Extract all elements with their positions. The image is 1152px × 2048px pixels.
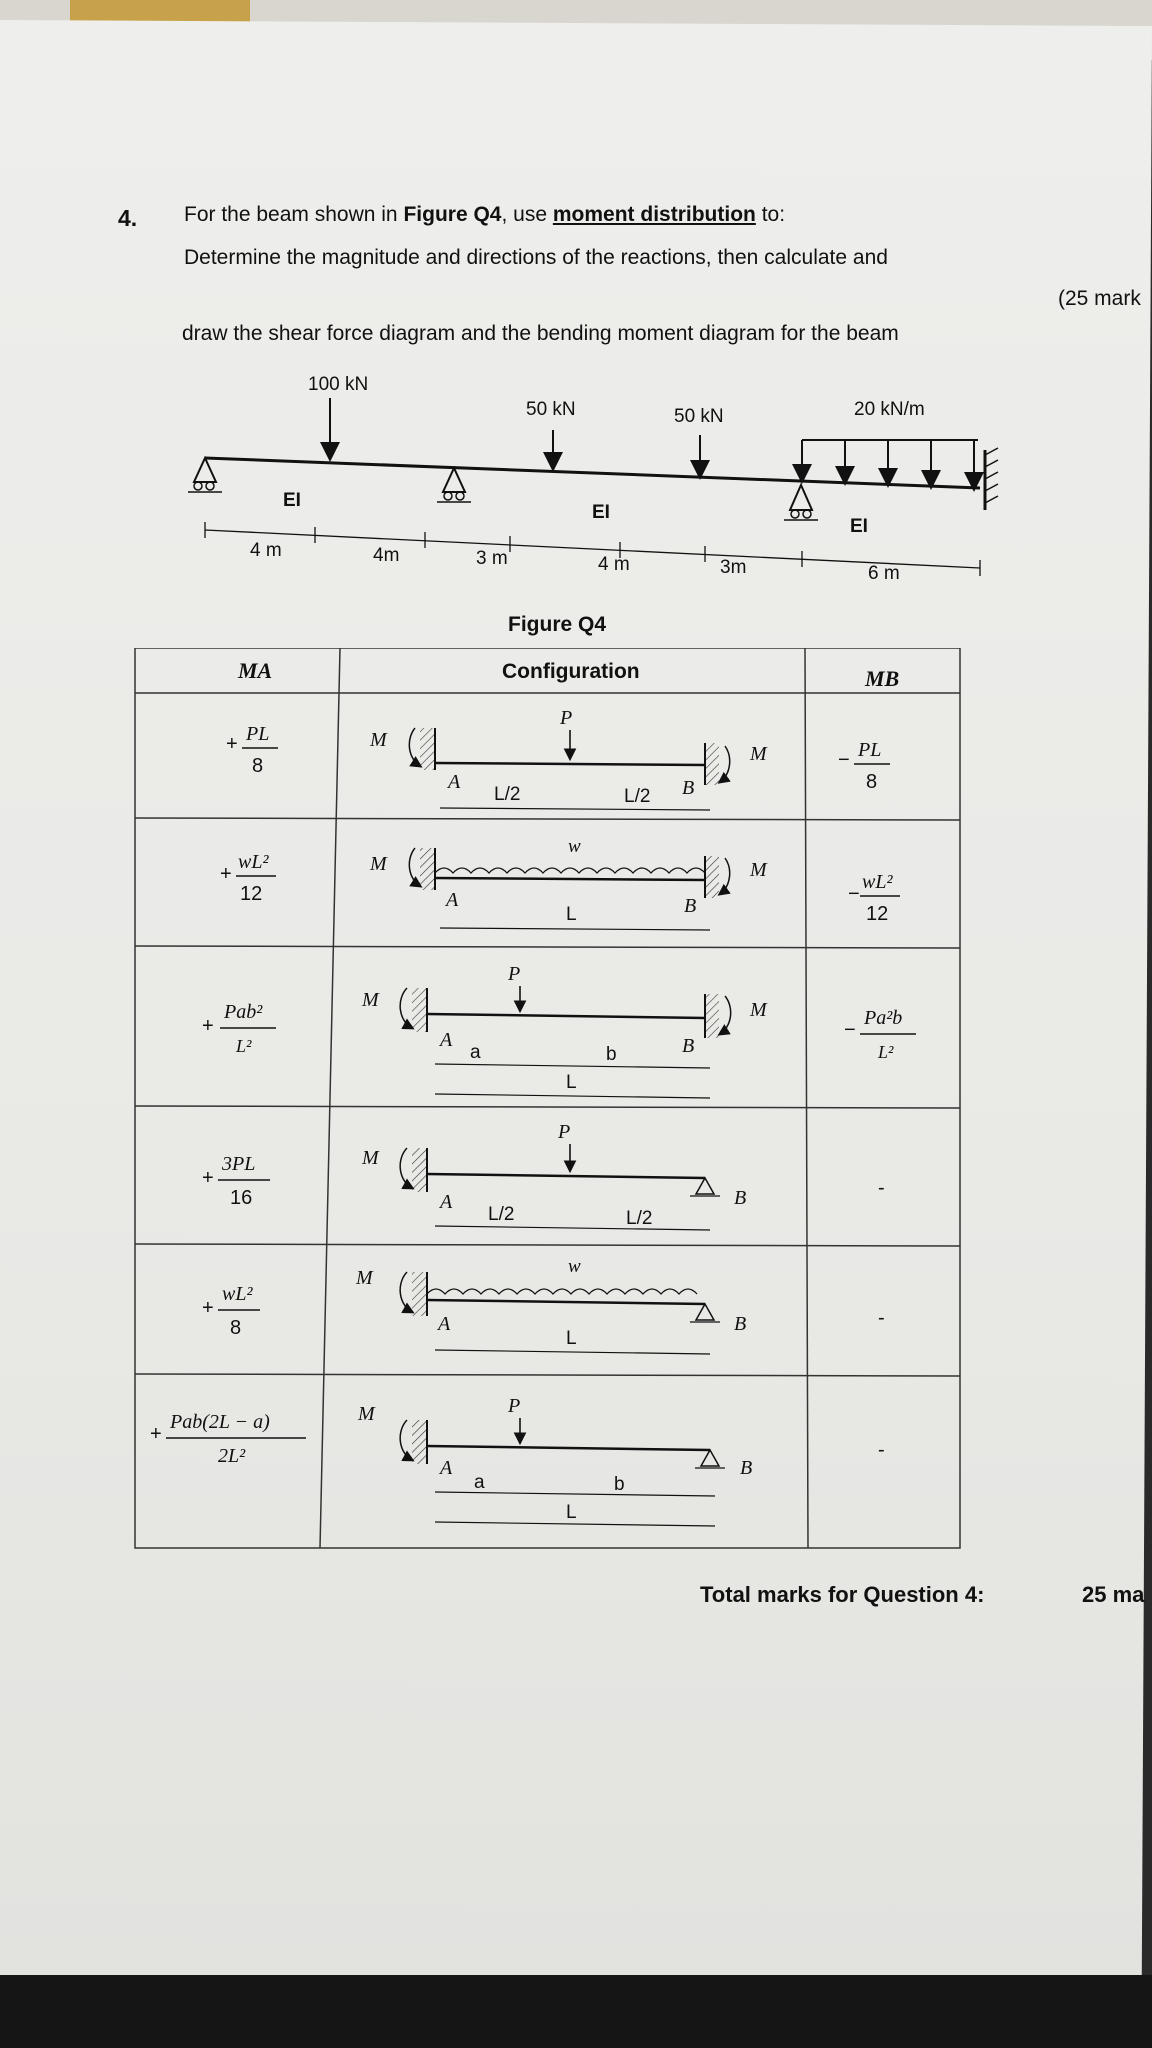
ei-label-2: EI <box>592 502 610 523</box>
marks-label: (25 mark <box>1058 287 1141 310</box>
span-5: 3m <box>720 557 747 578</box>
load-label-udl: 20 kN/m <box>854 399 925 420</box>
figure-caption: Figure Q4 <box>508 613 607 636</box>
svg-text:B: B <box>734 1313 747 1335</box>
svg-text:B: B <box>682 777 695 799</box>
svg-text:M: M <box>362 989 379 1011</box>
svg-text:-: - <box>878 1439 885 1461</box>
svg-text:M: M <box>370 729 387 751</box>
roller-support-right <box>784 485 818 520</box>
svg-text:a: a <box>474 1472 485 1493</box>
fixed-end-moment-table <box>130 648 970 1558</box>
svg-text:+: + <box>202 1015 214 1037</box>
svg-text:Pab(2L − a): Pab(2L − a) <box>170 1411 270 1433</box>
svg-text:M: M <box>356 1267 373 1289</box>
svg-text:a: a <box>470 1042 481 1063</box>
load-label-100kn: 100 kN <box>308 374 369 395</box>
span-2: 4m <box>373 545 400 566</box>
svg-text:2L²: 2L² <box>218 1445 246 1467</box>
svg-text:M: M <box>750 999 767 1021</box>
table-row <box>202 1256 885 1354</box>
header-configuration: Configuration <box>502 660 640 683</box>
table-row <box>202 963 916 1098</box>
svg-text:12: 12 <box>866 903 889 925</box>
question-number: 4. <box>118 205 138 231</box>
svg-text:Pab²: Pab² <box>224 1001 263 1023</box>
svg-text:L: L <box>566 1502 577 1523</box>
svg-text:L/2: L/2 <box>624 786 651 807</box>
svg-text:L: L <box>566 1072 577 1093</box>
roller-support-left <box>188 458 222 492</box>
svg-text:L/2: L/2 <box>488 1204 515 1225</box>
svg-text:8: 8 <box>866 771 878 793</box>
fixed-wall <box>985 448 998 510</box>
svg-text:−: − <box>848 883 860 905</box>
svg-text:-: - <box>878 1307 885 1329</box>
svg-text:A: A <box>448 771 461 793</box>
svg-text:b: b <box>614 1474 625 1495</box>
svg-text:A: A <box>438 1313 451 1335</box>
beam-figure <box>180 370 1010 590</box>
question-line-3-text: draw the shear force diagram and the bending moment diagram for the beam <box>182 322 899 345</box>
svg-text:B: B <box>734 1187 747 1209</box>
svg-text:wL²: wL² <box>238 851 269 873</box>
svg-text:b: b <box>606 1044 617 1065</box>
table-row <box>226 707 890 810</box>
table-row <box>150 1395 885 1526</box>
svg-text:-: - <box>878 1177 885 1199</box>
span-6: 6 m <box>868 563 900 584</box>
svg-text:12: 12 <box>240 883 263 905</box>
ei-label-1: EI <box>283 490 301 511</box>
span-3: 3 m <box>476 548 508 569</box>
svg-text:PL: PL <box>246 723 270 745</box>
svg-text:M: M <box>750 859 767 881</box>
svg-text:B: B <box>684 895 697 917</box>
header-ma: MA <box>238 658 273 683</box>
span-4: 4 m <box>598 554 630 575</box>
svg-text:A: A <box>440 1191 453 1213</box>
svg-text:M: M <box>370 853 387 875</box>
svg-text:M: M <box>362 1147 379 1169</box>
svg-text:wL²: wL² <box>862 871 893 893</box>
question-line-1: For the beam shown in Figure Q4, use moment distribution to: <box>184 203 786 226</box>
svg-text:−: − <box>844 1019 856 1041</box>
load-label-50kn-a: 50 kN <box>526 399 576 420</box>
svg-text:L: L <box>566 1328 577 1349</box>
svg-text:A: A <box>440 1029 453 1051</box>
svg-text:L²: L² <box>878 1042 894 1062</box>
svg-text:L/2: L/2 <box>626 1208 653 1229</box>
svg-text:L: L <box>566 904 577 925</box>
svg-text:M: M <box>358 1403 375 1425</box>
svg-text:Pa²b: Pa²b <box>864 1007 903 1029</box>
svg-text:L/2: L/2 <box>494 784 521 805</box>
ei-label-3: EI <box>850 516 868 537</box>
svg-text:wL²: wL² <box>222 1283 253 1305</box>
total-marks-label: Total marks for Question 4: <box>700 1582 985 1607</box>
svg-text:+: + <box>150 1423 162 1445</box>
svg-text:B: B <box>682 1035 695 1057</box>
svg-text:w: w <box>568 1256 581 1277</box>
svg-text:B: B <box>740 1457 753 1479</box>
svg-text:P: P <box>508 963 521 985</box>
svg-text:+: + <box>202 1297 214 1319</box>
question-line-2: Determine the magnitude and directions of the reactions, then calculate and <box>184 246 888 269</box>
svg-text:3PL: 3PL <box>222 1153 256 1175</box>
roller-support-middle <box>437 468 471 502</box>
svg-text:8: 8 <box>230 1317 242 1339</box>
svg-text:PL: PL <box>858 739 882 761</box>
svg-text:A: A <box>440 1457 453 1479</box>
table-row <box>202 1121 885 1230</box>
svg-text:w: w <box>568 836 581 857</box>
svg-text:L²: L² <box>236 1036 252 1056</box>
svg-text:+: + <box>202 1167 214 1189</box>
svg-text:−: − <box>838 749 850 771</box>
svg-text:M: M <box>750 743 767 765</box>
load-label-50kn-b: 50 kN <box>674 406 724 427</box>
svg-text:A: A <box>446 889 459 911</box>
dark-background <box>0 1975 1152 2048</box>
beam-line <box>205 458 980 488</box>
table-row <box>220 836 900 930</box>
svg-text:16: 16 <box>230 1187 253 1209</box>
svg-text:P: P <box>560 707 573 729</box>
total-marks-value: 25 ma <box>1082 1582 1145 1607</box>
svg-text:+: + <box>226 733 238 755</box>
span-1: 4 m <box>250 540 282 561</box>
svg-text:8: 8 <box>252 755 264 777</box>
svg-text:P: P <box>508 1395 521 1417</box>
svg-text:+: + <box>220 863 232 885</box>
svg-text:P: P <box>558 1121 571 1143</box>
header-mb: MB <box>865 666 900 691</box>
